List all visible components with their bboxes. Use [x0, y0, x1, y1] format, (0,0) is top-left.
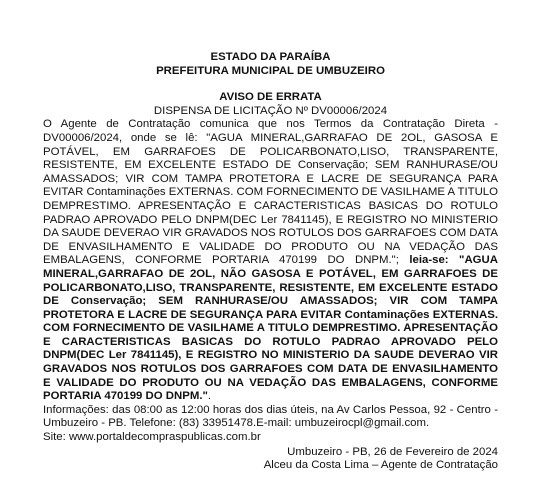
notice-intro: O Agente de Contratação comunica que nos Termos da Contratação Direta - DV00006/2024, onde se lê: "AGUA MINERAL,GARRAFAO DE 2OL, GASOSA E POTÁVEL, EM GARRAFOES DE POLICARBONATO,LISO, TRANSPARENTE, RESISTENTE, EM EXCELENTE ESTADO DE Conservação; SEM RANHURASE/OU AMASSADOS; VIR COM TAMPA PROTETORA E LACRE DE SEGURANÇA PARA EVITAR Contaminações EXTERNAS. COM FORNECIMENTO DE VASILHAME A TITULO DEMPRESTIMO. APRESENTAÇÃO E CARACTERISTICAS BASICAS DO ROTULO PADRAO APROVADO PELO DNPM(DEC Ler 7841145), E REGISTRO NO MINISTERIO DA SAUDE DEVERAO VIR GRAVADOS NOS ROTULOS DOS GARRAFOES COM DATA DE ENVASILHAMENTO E VALIDADE DO PRODUTO OU NA VEDAÇÃO DAS EMBALAGENS, CONFORME PORTARIA 470199 DO DNPM."; — [43, 118, 498, 267]
document-page — [43, 51, 498, 473]
notice-body — [43, 118, 498, 403]
corrected-text: "AGUA MINERAL,GARRAFAO DE 2OL, NÃO GASOSA E POTÁVEL, EM GARRAFOES DE POLICARBONATO,LISO, TRANSPARENTE, RESISTENTE, EM EXCELENTE ESTADO DE Conservação; SEM RANHURASE/OU AMASSADOS; VIR COM TAMPA PROTETORA E LACRE DE SEGURANÇA PARA EVITAR Contaminações EXTERNAS. COM FORNECIMENTO DE VASILHAME A TITULO DEMPRESTIMO. APRESENTAÇÃO E CARACTERISTICAS BASICAS DO ROTULO PADRAO APROVADO PELO DNPM(DEC Ler 7841145), E REGISTRO NO MINISTERIO DA SAUDE DEVERAO VIR GRAVADOS NOS ROTULOS DOS GARRAFOES COM DATA DE ENVASILHAMENTO E VALIDADE DO PRODUTO OU NA VEDAÇÃO DAS EMBALAGENS, CONFORME PORTARIA 470199 DO DNPM." — [43, 254, 498, 403]
notice-title: AVISO DE ERRATA — [219, 91, 322, 104]
notice-subtitle: DISPENSA DE LICITAÇÃO Nº DV00006/2024 — [153, 104, 388, 117]
signatory: Alceu da Costa Lima – Agente de Contratação — [263, 459, 498, 472]
read-as-label: leia-se: — [409, 254, 449, 267]
trailing-period: . — [207, 390, 212, 403]
place-date: Umbuzeiro - PB, 26 de Fevereiro de 2024 — [287, 445, 498, 458]
state-heading: ESTADO DA PARAÍBA — [210, 51, 331, 63]
site-info: Site: www.portaldecompraspublicas.com.br — [43, 431, 261, 444]
prefecture-heading: PREFEITURA MUNICIPAL DE UMBUZEIRO — [156, 64, 385, 77]
spacer — [43, 78, 498, 91]
contact-info: Informações: das 08:00 as 12:00 horas dos dias úteis, na Av Carlos Pessoa, 92 - Centro - Umbuzeiro - PB. Telefone: (83) 33951478.E-mail: umbuzeirocpl@gmail.com. — [43, 403, 498, 430]
